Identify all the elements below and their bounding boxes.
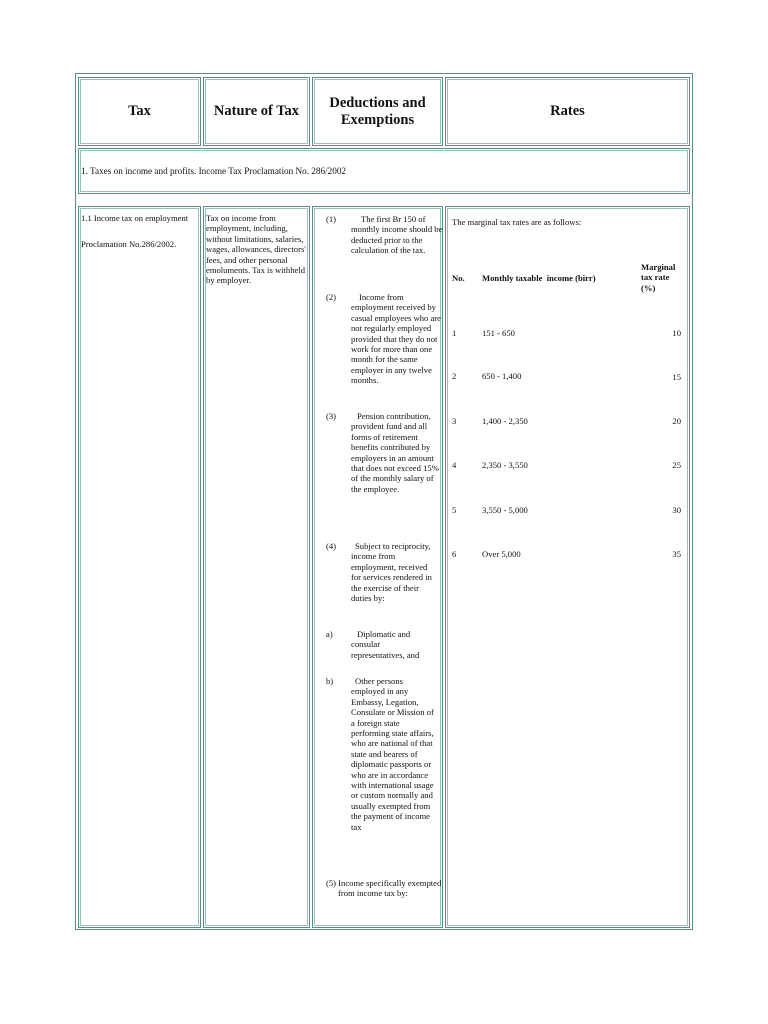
header-deductions-label: Deductions and Exemptions xyxy=(329,94,426,128)
deduction-a-text: Diplomatic and consular representatives, and xyxy=(351,629,420,660)
deduction-4-number: (4) xyxy=(326,541,337,551)
rate-row-3-no: 3 xyxy=(452,416,457,426)
deduction-5 xyxy=(326,878,443,899)
header-nature-label: Nature of Tax xyxy=(213,103,300,119)
section-row xyxy=(78,148,690,194)
rate-row-3-income: 1,400 - 2,350 xyxy=(482,416,528,426)
deduction-4-text: Subject to reciprocity, income from employment, received for services rendered in the exercise of their duties by: xyxy=(351,541,432,604)
rate-row-2-income: 650 - 1,400 xyxy=(482,371,522,381)
tax-name-cell xyxy=(78,206,201,928)
rates-intro: The marginal tax rates are as follows: xyxy=(452,217,582,227)
deductions-cell xyxy=(312,206,443,928)
deduction-2-text: Income from employment received by casual employees who are not regularly employed provided that they do not work for more than one month for the same employer in any twelve months. xyxy=(351,292,441,386)
rate-row-4-rate: 25 xyxy=(672,460,681,470)
deduction-3-text: Pension contribution, provident fund and all forms of retirement benefits contributed by employers in an amount that does not exceed 15% of the monthly salary of the employee. xyxy=(351,411,439,494)
rates-col-income: Monthly taxable income (birr) xyxy=(482,273,596,283)
rate-row-3-rate: 20 xyxy=(672,416,681,426)
deduction-3-number: (3) xyxy=(326,411,337,421)
deduction-1-text: The first Br 150 of monthly income should be deducted prior to the calculation of the tax. xyxy=(351,214,443,256)
header-tax xyxy=(78,77,201,146)
rate-row-6-rate: 35 xyxy=(672,549,681,559)
deduction-a-number: a) xyxy=(326,629,333,639)
section-title: 1. Taxes on income and profits. Income Tax Proclamation No. 286/2002 xyxy=(81,166,347,176)
rate-row-1-no: 1 xyxy=(452,328,457,338)
rate-row-4-no: 4 xyxy=(452,460,457,470)
header-deductions xyxy=(312,77,443,146)
deduction-2-number: (2) xyxy=(326,292,337,302)
rate-row-2-no: 2 xyxy=(452,371,457,381)
header-rates xyxy=(445,77,690,146)
header-nature-of-tax xyxy=(203,77,310,146)
deduction-5-text: (5) Income specifically exempted from income tax by: xyxy=(326,878,442,899)
rates-col-no: No. xyxy=(452,273,465,283)
rate-row-5-rate: 30 xyxy=(672,505,681,515)
nature-text: Tax on income from employment, including, without limitations, salaries, wages, allowances, directors' fees, and other personal emoluments. Tax is withheld by employer. xyxy=(206,213,306,286)
rates-cell xyxy=(445,206,690,928)
rate-row-1-rate: 10 xyxy=(672,328,681,338)
rate-row-4-income: 2,350 - 3,550 xyxy=(482,460,528,470)
rate-row-6-no: 6 xyxy=(452,549,457,559)
rate-row-6-income: Over 5,000 xyxy=(482,549,521,559)
deduction-b-text: Other persons employed in any Embassy, Legation, Consulate or Mission of a foreign state performing state affairs, who are national of that state and bearers of diplomatic passports or who are in accordance with international usage or custom normally and usually exempted from the payment of income tax xyxy=(351,676,434,832)
deduction-b-number: b) xyxy=(326,676,334,686)
nature-cell xyxy=(203,206,310,928)
tax-name: 1.1 Income tax on employment xyxy=(81,213,189,223)
rates-col-rate: Marginal tax rate (%) xyxy=(641,262,676,293)
tax-proclamation: Proclamation No.286/2002. xyxy=(81,239,177,249)
rate-row-5-no: 5 xyxy=(452,505,457,515)
rate-row-1-income: 151 - 650 xyxy=(482,328,515,338)
header-tax-label: Tax xyxy=(128,103,151,119)
rate-row-2-rate: 15 xyxy=(672,372,681,382)
header-rates-label: Rates xyxy=(550,103,585,119)
deduction-1-number: (1) xyxy=(326,214,337,224)
rate-row-5-income: 3,550 - 5,000 xyxy=(482,505,528,515)
